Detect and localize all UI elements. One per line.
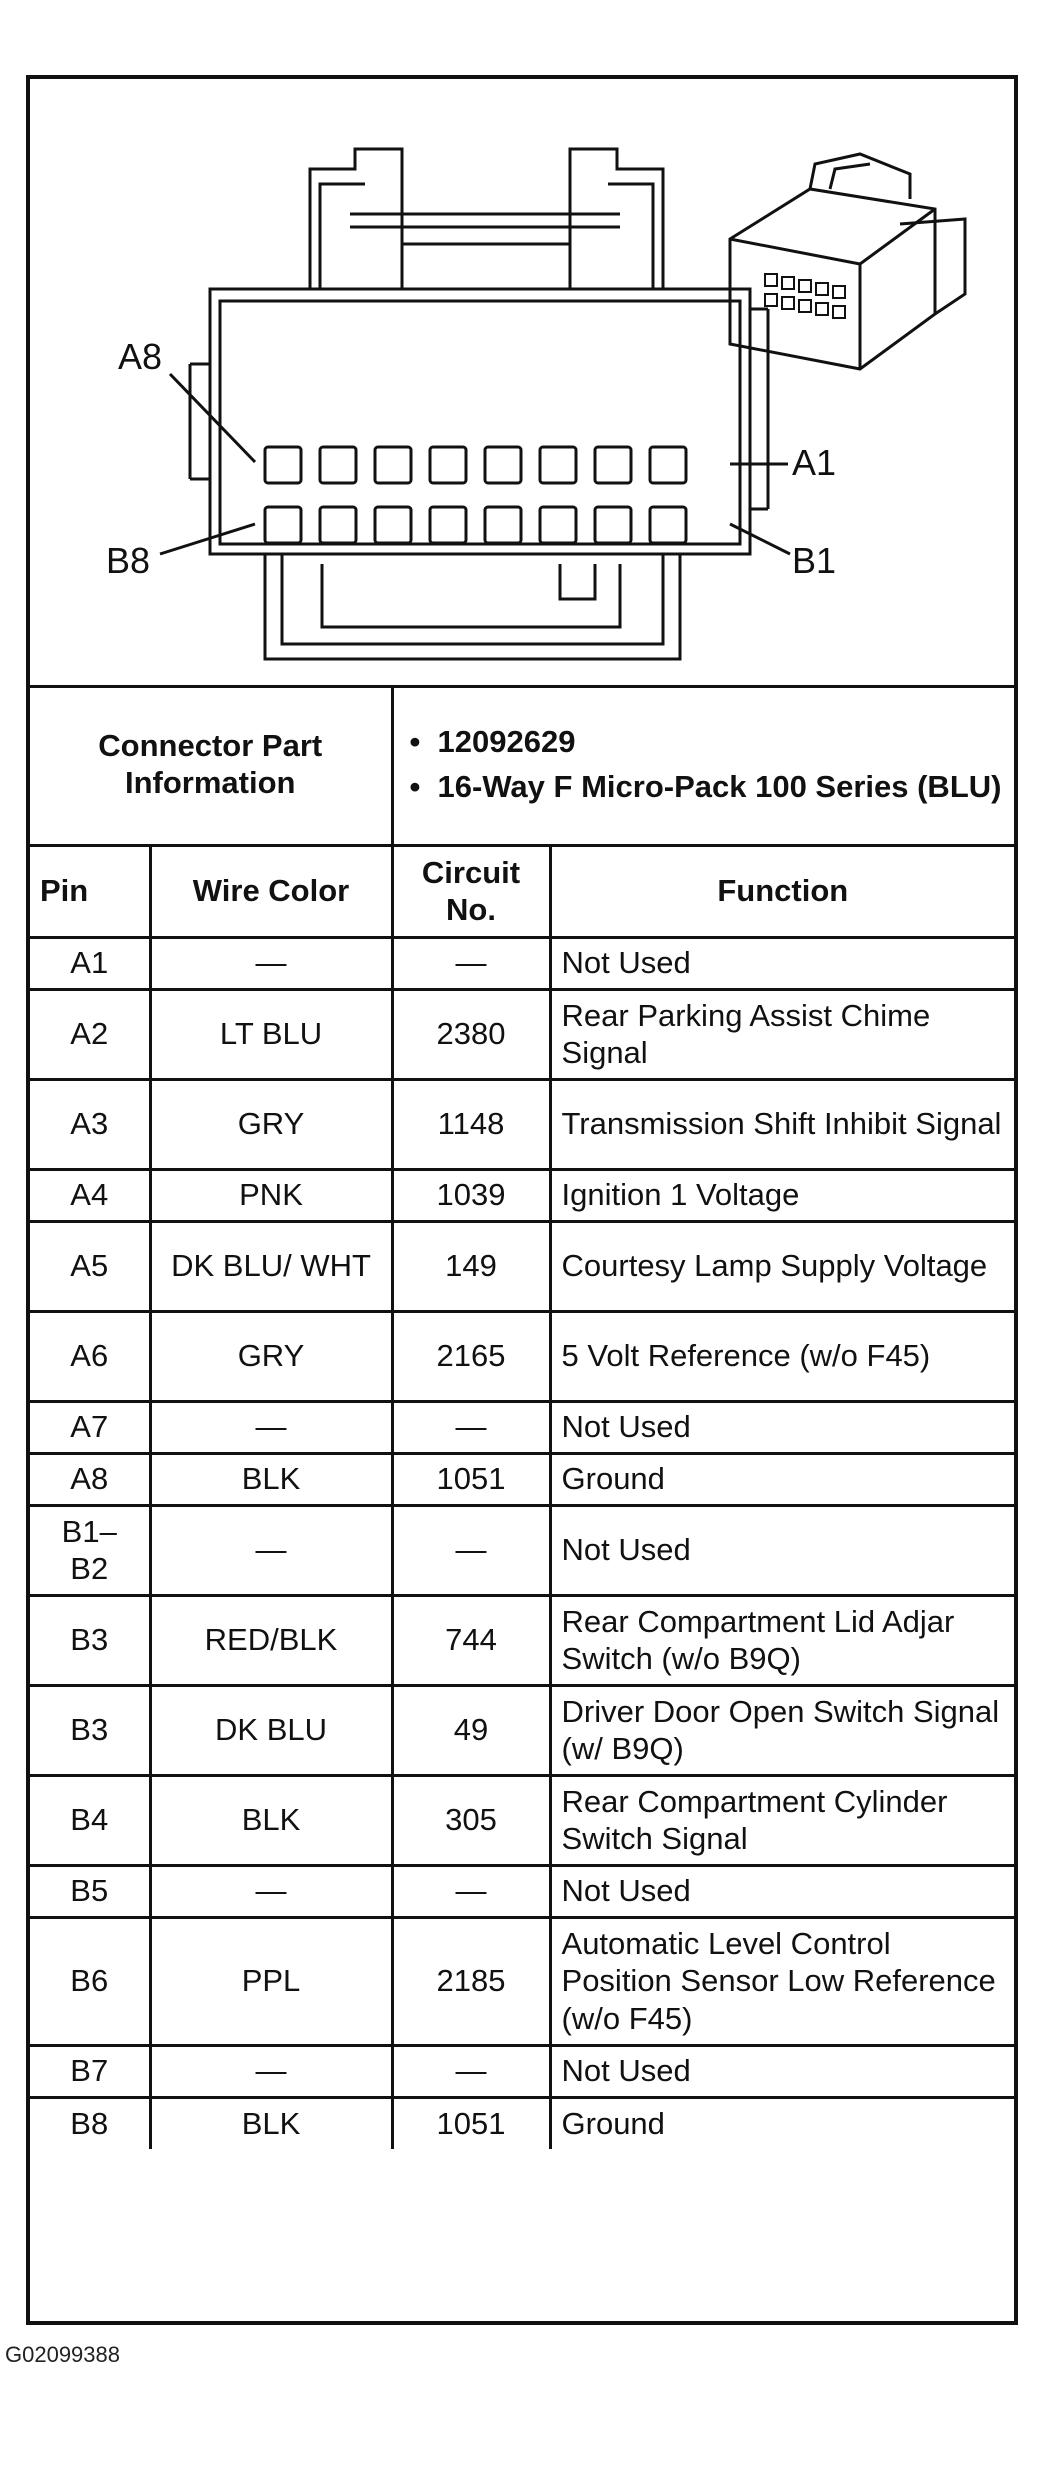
wire-color-cell: — bbox=[150, 2045, 392, 2097]
connector-part-number: • 12092629 bbox=[404, 723, 1005, 760]
leader-b8 bbox=[160, 524, 255, 554]
connector-sheet bbox=[26, 75, 1018, 2325]
table-row bbox=[30, 1917, 1014, 2045]
table-row bbox=[30, 1401, 1014, 1453]
circuit-cell: 1051 bbox=[392, 2097, 550, 2149]
circuit-cell: 2185 bbox=[392, 1917, 550, 2045]
label-b1: B1 bbox=[792, 540, 837, 581]
pin-cell: B3 bbox=[30, 1595, 150, 1685]
function-cell: Rear Compartment Cylinder Switch Signal bbox=[550, 1775, 1014, 1865]
circuit-cell: 149 bbox=[392, 1221, 550, 1311]
wire-color-cell: GRY bbox=[150, 1079, 392, 1169]
wire-color-cell: DK BLU/ WHT bbox=[150, 1221, 392, 1311]
table-row bbox=[30, 937, 1014, 989]
circuit-cell: — bbox=[392, 2045, 550, 2097]
function-cell: Automatic Level Control Position Sensor Low Reference (w/o F45) bbox=[550, 1917, 1014, 2045]
table-row bbox=[30, 989, 1014, 1079]
wire-color-cell: — bbox=[150, 1505, 392, 1595]
function-cell: Ground bbox=[550, 1453, 1014, 1505]
circuit-cell: 1039 bbox=[392, 1169, 550, 1221]
function-cell: Not Used bbox=[550, 937, 1014, 989]
label-a1: A1 bbox=[792, 442, 837, 483]
wire-color-cell: RED/BLK bbox=[150, 1595, 392, 1685]
wire-color-cell: — bbox=[150, 1865, 392, 1917]
pin-cell: B6 bbox=[30, 1917, 150, 2045]
pin-cavities bbox=[265, 447, 686, 543]
table-row bbox=[30, 1311, 1014, 1401]
pin-cell: A5 bbox=[30, 1221, 150, 1311]
connector-body bbox=[210, 289, 750, 554]
circuit-cell: — bbox=[392, 1505, 550, 1595]
table-row bbox=[30, 1169, 1014, 1221]
label-a8: A8 bbox=[118, 336, 163, 377]
table-row bbox=[30, 1079, 1014, 1169]
table-row bbox=[30, 1221, 1014, 1311]
pin-cell: B1– B2 bbox=[30, 1505, 150, 1595]
circuit-cell: 305 bbox=[392, 1775, 550, 1865]
thumbnail-cavities bbox=[765, 274, 845, 318]
circuit-cell: 744 bbox=[392, 1595, 550, 1685]
connector-thumbnail bbox=[730, 189, 935, 369]
figure-id: G02099388 bbox=[5, 2342, 120, 2367]
table-row bbox=[30, 1685, 1014, 1775]
table-row bbox=[30, 1775, 1014, 1865]
pin-cell: B3 bbox=[30, 1685, 150, 1775]
wire-color-cell: — bbox=[150, 1401, 392, 1453]
function-cell: Not Used bbox=[550, 1505, 1014, 1595]
function-cell: Ignition 1 Voltage bbox=[550, 1169, 1014, 1221]
function-cell: Driver Door Open Switch Signal (w/ B9Q) bbox=[550, 1685, 1014, 1775]
wire-color-cell: PNK bbox=[150, 1169, 392, 1221]
right-latch bbox=[570, 149, 663, 289]
table-row bbox=[30, 1453, 1014, 1505]
connector-info-list bbox=[392, 685, 1014, 845]
table-row bbox=[30, 2045, 1014, 2097]
connector-info-row bbox=[30, 685, 1014, 845]
function-cell: Transmission Shift Inhibit Signal bbox=[550, 1079, 1014, 1169]
function-cell: 5 Volt Reference (w/o F45) bbox=[550, 1311, 1014, 1401]
header-pin: Pin bbox=[30, 845, 150, 937]
wire-color-cell: BLK bbox=[150, 1775, 392, 1865]
wire-color-cell: GRY bbox=[150, 1311, 392, 1401]
wire-color-cell: BLK bbox=[150, 2097, 392, 2149]
function-cell: Not Used bbox=[550, 1865, 1014, 1917]
table-row bbox=[30, 1595, 1014, 1685]
wire-color-cell: DK BLU bbox=[150, 1685, 392, 1775]
label-b8: B8 bbox=[106, 540, 151, 581]
pin-cell: A1 bbox=[30, 937, 150, 989]
circuit-cell: 1148 bbox=[392, 1079, 550, 1169]
function-cell: Rear Parking Assist Chime Signal bbox=[550, 989, 1014, 1079]
table-row bbox=[30, 2097, 1014, 2149]
left-latch bbox=[310, 149, 402, 289]
circuit-cell: 1051 bbox=[392, 1453, 550, 1505]
leader-a8 bbox=[170, 374, 255, 462]
header-circuit-no: Circuit No. bbox=[392, 845, 550, 937]
connector-drawing bbox=[30, 79, 1014, 685]
table-row bbox=[30, 1865, 1014, 1917]
pin-cell: A4 bbox=[30, 1169, 150, 1221]
pin-cell: B4 bbox=[30, 1775, 150, 1865]
header-wire-color: Wire Color bbox=[150, 845, 392, 937]
connector-info-label: Connector Part Information bbox=[30, 685, 392, 845]
wire-color-cell: — bbox=[150, 937, 392, 989]
wire-color-cell: BLK bbox=[150, 1453, 392, 1505]
pin-cell: B8 bbox=[30, 2097, 150, 2149]
connector-description: • 16-Way F Micro-Pack 100 Series (BLU) bbox=[404, 768, 1005, 805]
connector-diagram bbox=[30, 79, 1014, 688]
circuit-cell: 2165 bbox=[392, 1311, 550, 1401]
header-function: Function bbox=[550, 845, 1014, 937]
wire-color-cell: PPL bbox=[150, 1917, 392, 2045]
circuit-cell: 2380 bbox=[392, 989, 550, 1079]
pin-cell: A3 bbox=[30, 1079, 150, 1169]
pinout-table bbox=[30, 685, 1014, 2149]
pin-cell: A2 bbox=[30, 989, 150, 1079]
function-cell: Ground bbox=[550, 2097, 1014, 2149]
circuit-cell: 49 bbox=[392, 1685, 550, 1775]
function-cell: Not Used bbox=[550, 2045, 1014, 2097]
pin-cell: A8 bbox=[30, 1453, 150, 1505]
circuit-cell: — bbox=[392, 1865, 550, 1917]
function-cell: Courtesy Lamp Supply Voltage bbox=[550, 1221, 1014, 1311]
circuit-cell: — bbox=[392, 1401, 550, 1453]
circuit-cell: — bbox=[392, 937, 550, 989]
table-row bbox=[30, 1505, 1014, 1595]
header-row bbox=[30, 845, 1014, 937]
function-cell: Not Used bbox=[550, 1401, 1014, 1453]
function-cell: Rear Compartment Lid Adjar Switch (w/o B9Q) bbox=[550, 1595, 1014, 1685]
pin-cell: A7 bbox=[30, 1401, 150, 1453]
pin-cell: B7 bbox=[30, 2045, 150, 2097]
pin-cell: B5 bbox=[30, 1865, 150, 1917]
pin-cell: A6 bbox=[30, 1311, 150, 1401]
wire-color-cell: LT BLU bbox=[150, 989, 392, 1079]
